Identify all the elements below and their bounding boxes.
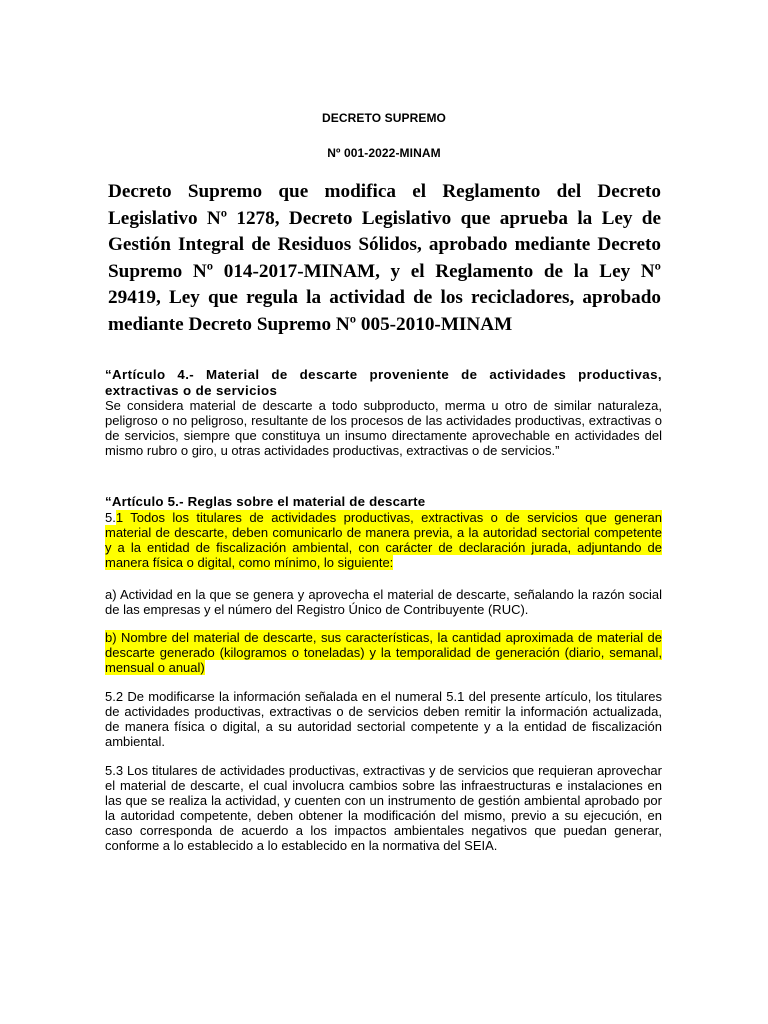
article-4-section [105,367,662,458]
article-4-heading: “Artículo 4.- Material de descarte proveniente de actividades productivas, extractivas o de servicios [105,367,662,398]
decree-title: Decreto Supremo que modifica el Reglamento del Decreto Legislativo Nº 1278, Decreto Legislativo que aprueba la Ley de Gestión Integral de Residuos Sólidos, aprobado mediante Decreto Supremo Nº 014-2017-MINAM, y el Reglamento de la Ley Nº 29419, Ley que regula la actividad de los recicladores, aprobado mediante Decreto Supremo Nº 005-2010-MINAM [108,181,661,335]
item-a: a) Actividad en la que se genera y aprovecha el material de descarte, señalando la razón social de las empresas y el número del Registro Único de Contribuyente (RUC). [105,587,662,617]
item-b [105,630,662,675]
paragraph-5-1-prefix: 5. [105,509,116,525]
article-4-body: Se considera material de descarte a todo subproducto, merma u otro de similar naturaleza, peligroso o no peligroso, resultante de los procesos de las actividades productivas, extractivas o de servicios, siempre que constituya un insumo directamente aprovechable en actividades del mismo rubro o giro, u otras actividades productivas, extractivas o de servicios.” [105,398,662,458]
highlighted-text: 1 Todos los titulares de actividades productivas, extractivas o de servicios que generan material de descarte, deben comunicarlo de manera previa, a la autoridad sectorial competente y a la entidad de fiscalización ambiental, con carácter de declaración jurada, adjuntando de manera física o digital, como mínimo, lo siguiente: [105,509,662,570]
paragraph-5-3: 5.3 Los titulares de actividades productivas, extractivas y de servicios que requieran aprovechar el material de descarte, el cual involucra cambios sobre las infraestructuras e instalaciones en las que se realiza la actividad, y cuenten con un instrumento de gestión ambiental aprobado por la autoridad competente, deben obtener la modificación del mismo, previo a su ejecución, en caso corresponda de acuerdo a los impactos ambientales negativos que puedan generar, conforme a lo establecido a lo establecido en la normativa del SEIA. [105,763,662,853]
article-5-section [105,494,662,570]
decree-number-heading: Nº 001-2022-MINAM [327,146,441,160]
paragraph-5-1 [105,510,662,570]
paragraph-5-2: 5.2 De modificarse la información señalada en el numeral 5.1 del presente artículo, los titulares de actividades productivas, extractivas o de servicios deben remitir la información actualizada, de manera física o digital, a su autoridad sectorial competente y a la entidad de fiscalización ambiental. [105,689,662,749]
highlighted-text: b) Nombre del material de descarte, sus características, la cantidad aproximada de material de descarte generado (kilogramos o toneladas) y la temporalidad de generación (diario, semanal, mensual o anual) [105,630,662,675]
decree-type-heading: DECRETO SUPREMO [322,111,446,125]
article-5-heading: “Artículo 5.- Reglas sobre el material de descarte [105,494,426,509]
